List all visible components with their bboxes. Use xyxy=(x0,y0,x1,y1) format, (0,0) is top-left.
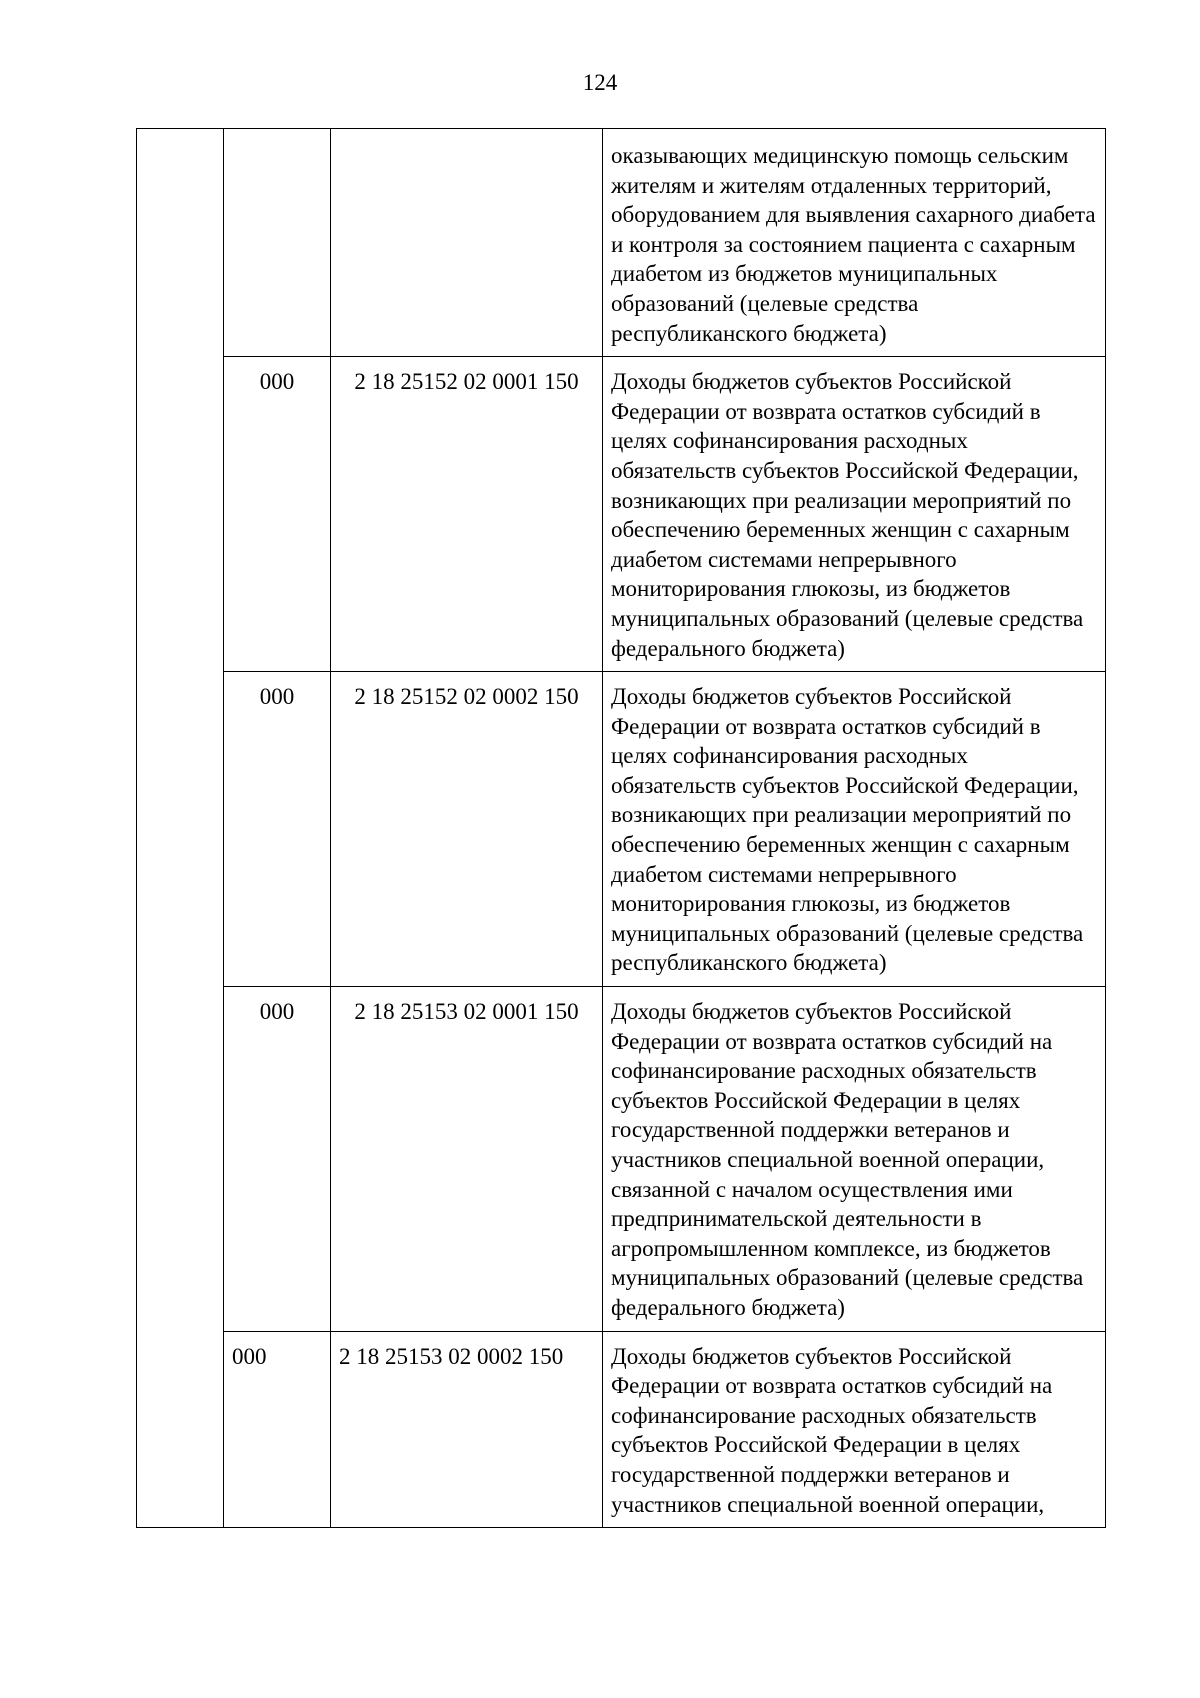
income-code-cell: 2 18 25152 02 0002 150 xyxy=(331,672,603,987)
table-row xyxy=(137,357,1106,672)
description-cell: Доходы бюджетов субъектов Российской Федерации от возврата остатков субсидий в целях софинансирования расходных обязательств субъектов Российской Федерации, возникающих при реализации мероприятий по обеспечению беременных женщин с сахарным диабетом системами непрерывного мониторирования глюкозы, из бюджетов муниципальных образований (целевые средства республиканского бюджета) xyxy=(603,672,1106,987)
empty-cell xyxy=(137,129,224,357)
admin-code-cell: 000 xyxy=(224,357,331,672)
income-code-cell: 2 18 25152 02 0001 150 xyxy=(331,357,603,672)
empty-cell xyxy=(137,672,224,987)
description-cell: оказывающих медицинскую помощь сельским жителям и жителям отдаленных территорий, оборудованием для выявления сахарного диабета и контроля за состоянием пациента с сахарным диабетом из бюджетов муниципальных образований (целевые средства республиканского бюджета) xyxy=(603,129,1106,357)
table-row xyxy=(137,672,1106,987)
income-code-cell xyxy=(331,129,603,357)
description-cell: Доходы бюджетов субъектов Российской Федерации от возврата остатков субсидий на софинансирование расходных обязательств субъектов Российской Федерации в целях государственной поддержки ветеранов и участников специальной военной операции, связанной с началом осуществления ими предпринимательской деятельности в агропромышленном комплексе, из бюджетов муниципальных образований (целевые средства федерального бюджета) xyxy=(603,987,1106,1332)
table-row xyxy=(137,987,1106,1332)
description-cell: Доходы бюджетов субъектов Российской Федерации от возврата остатков субсидий в целях софинансирования расходных обязательств субъектов Российской Федерации, возникающих при реализации мероприятий по обеспечению беременных женщин с сахарным диабетом системами непрерывного мониторирования глюкозы, из бюджетов муниципальных образований (целевые средства федерального бюджета) xyxy=(603,357,1106,672)
empty-cell xyxy=(137,1331,224,1528)
income-code-cell: 2 18 25153 02 0001 150 xyxy=(331,987,603,1332)
income-code-cell: 2 18 25153 02 0002 150 xyxy=(331,1331,603,1528)
page-number: 124 xyxy=(582,70,618,95)
empty-cell xyxy=(137,987,224,1332)
table-row xyxy=(137,1331,1106,1528)
admin-code-cell xyxy=(224,129,331,357)
description-cell: Доходы бюджетов субъектов Российской Федерации от возврата остатков субсидий на софинансирование расходных обязательств субъектов Российской Федерации в целях государственной поддержки ветеранов и участников специальной военной операции, xyxy=(603,1331,1106,1528)
empty-cell xyxy=(137,357,224,672)
admin-code-cell: 000 xyxy=(224,1331,331,1528)
table-row xyxy=(137,129,1106,357)
admin-code-cell: 000 xyxy=(224,672,331,987)
income-codes-table xyxy=(136,128,1106,1528)
admin-code-cell: 000 xyxy=(224,987,331,1332)
